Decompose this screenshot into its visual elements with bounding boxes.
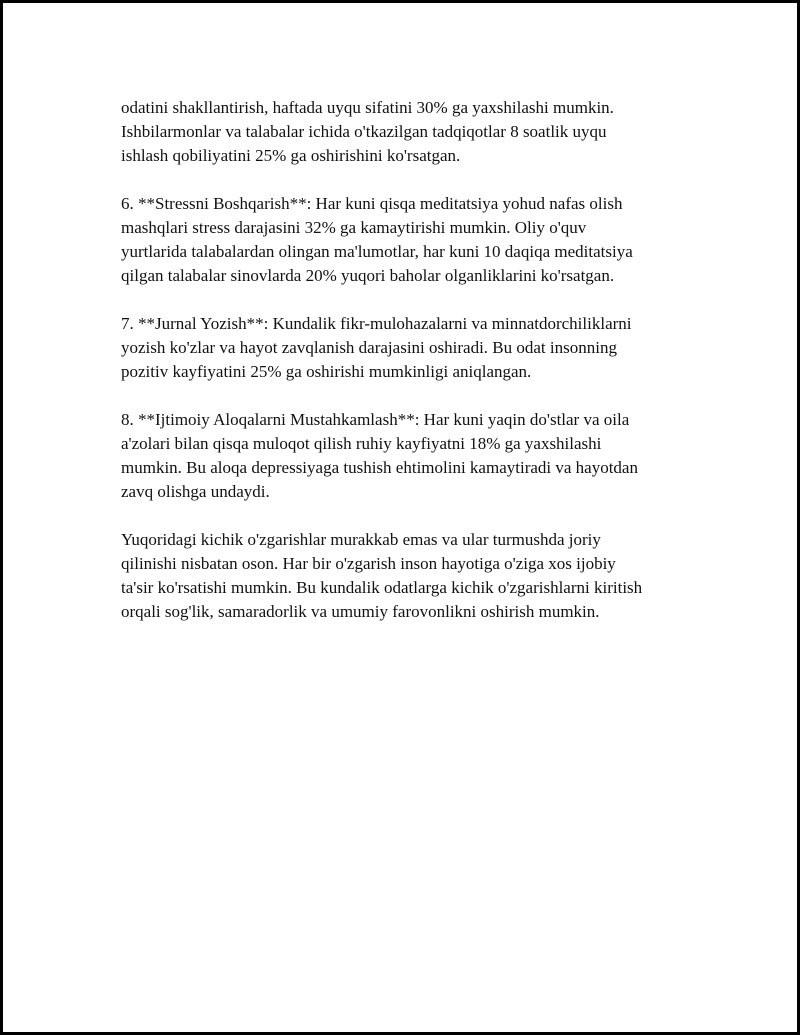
text-line: zavq olishga undaydi. xyxy=(121,482,270,501)
text-line: orqali sog'lik, samaradorlik va umumiy farovonlikni oshirish mumkin. xyxy=(121,602,600,621)
paragraph-conclusion xyxy=(121,528,721,624)
paragraph-sleep-continuation xyxy=(121,96,721,168)
text-line: yurtlarida talabalardan olingan ma'lumotlar, har kuni 10 daqiqa meditatsiya xyxy=(121,242,633,261)
paragraph-social-connections xyxy=(121,408,721,504)
text-line: ishlash qobiliyatini 25% ga oshirishini ko'rsatgan. xyxy=(121,146,461,165)
paragraph-stress-management xyxy=(121,192,721,288)
text-line: yozish ko'zlar va hayot zavqlanish darajasini oshiradi. Bu odat insonning xyxy=(121,338,617,357)
text-line: qilinishi nisbatan oson. Har bir o'zgarish inson hayotiga o'ziga xos ijobiy xyxy=(121,554,616,573)
text-line: ta'sir ko'rsatishi mumkin. Bu kundalik odatlarga kichik o'zgarishlarni kiritish xyxy=(121,578,643,597)
text-line: 8. **Ijtimoiy Aloqalarni Mustahkamlash**: Har kuni yaqin do'stlar va oila xyxy=(121,410,630,429)
text-line: mumkin. Bu aloqa depressiyaga tushish ehtimolini kamaytiradi va hayotdan xyxy=(121,458,638,477)
text-line: a'zolari bilan qisqa muloqot qilish ruhiy kayfiyatni 18% ga yaxshilashi xyxy=(121,434,602,453)
text-line: odatini shakllantirish, haftada uyqu sifatini 30% ga yaxshilashi mumkin. xyxy=(121,98,614,117)
text-line: 6. **Stressni Boshqarish**: Har kuni qisqa meditatsiya yohud nafas olish xyxy=(121,194,623,213)
paragraph-journal-writing xyxy=(121,312,721,384)
text-line: mashqlari stress darajasini 32% ga kamaytirishi mumkin. Oliy o'quv xyxy=(121,218,587,237)
text-line: qilgan talabalar sinovlarda 20% yuqori baholar olganliklarini ko'rsatgan. xyxy=(121,266,615,285)
text-line: pozitiv kayfiyatini 25% ga oshirishi mumkinligi aniqlangan. xyxy=(121,362,532,381)
text-line: 7. **Jurnal Yozish**: Kundalik fikr-mulohazalarni va minnatdorchiliklarni xyxy=(121,314,632,333)
text-line: Yuqoridagi kichik o'zgarishlar murakkab emas va ular turmushda joriy xyxy=(121,530,601,549)
document-body xyxy=(121,96,721,648)
text-line: Ishbilarmonlar va talabalar ichida o'tkazilgan tadqiqotlar 8 soatlik uyqu xyxy=(121,122,607,141)
